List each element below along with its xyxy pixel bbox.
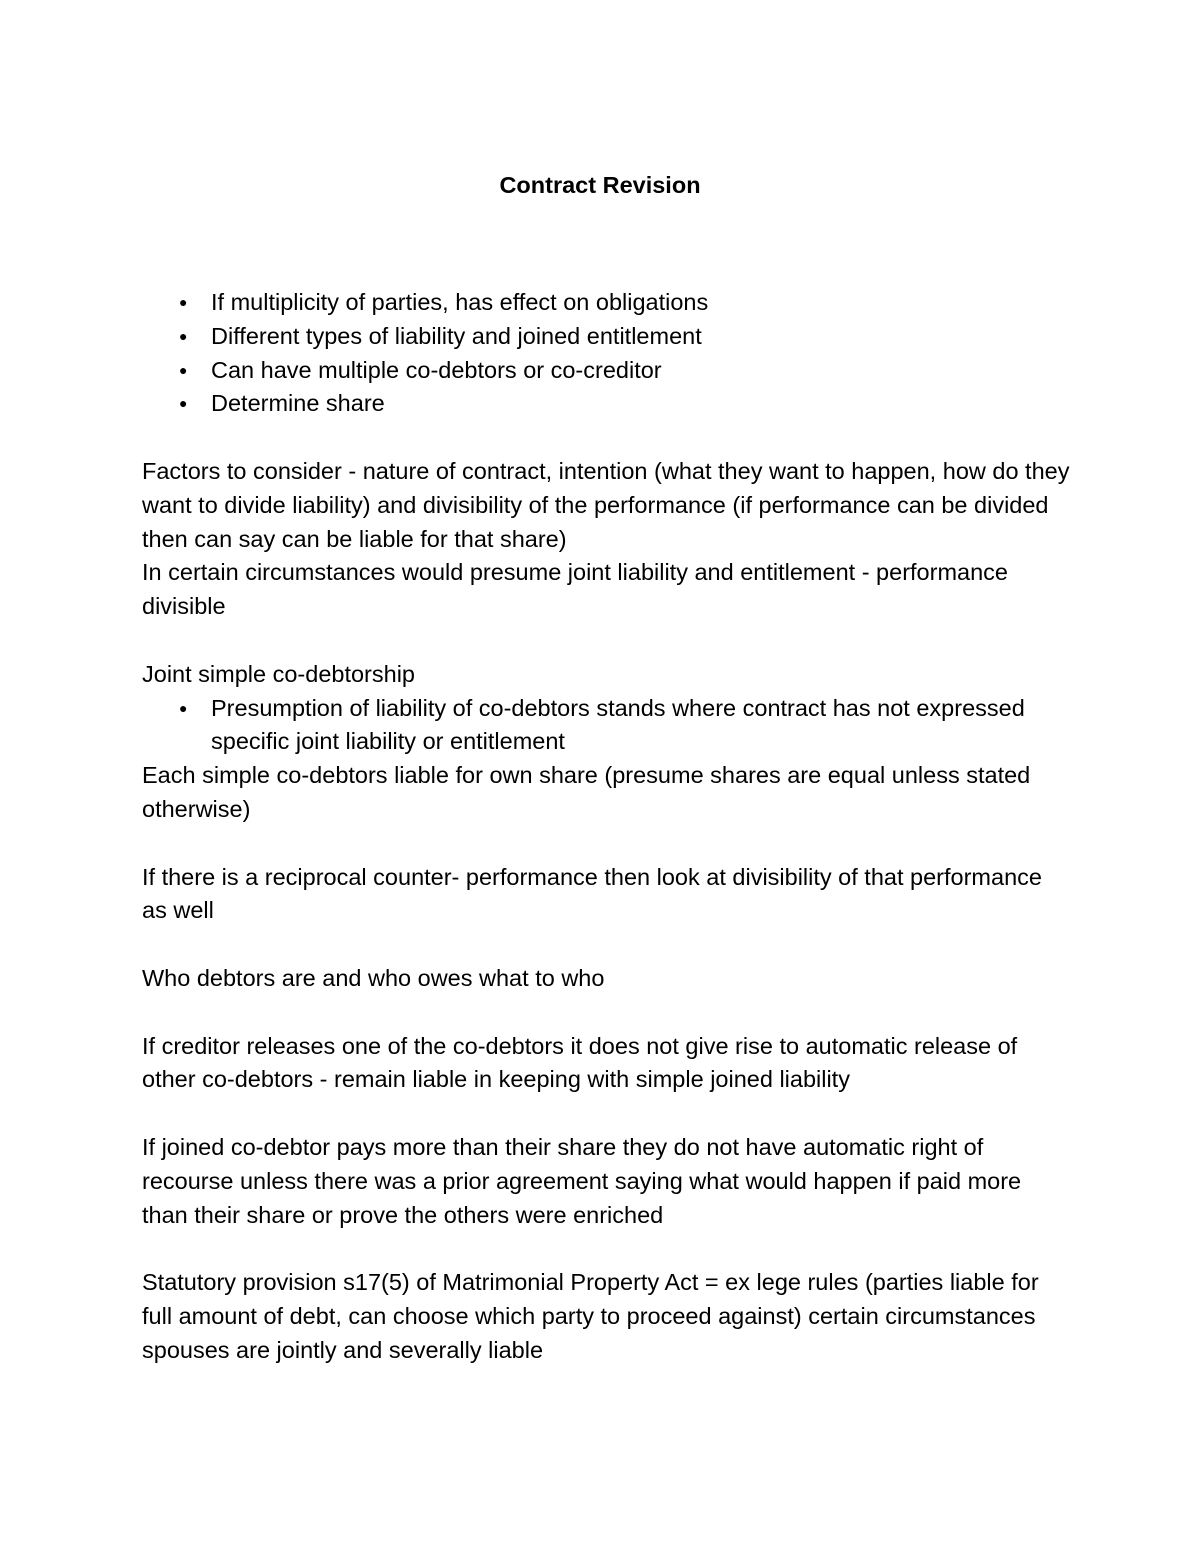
intro-bullet-list bbox=[142, 286, 1072, 421]
list-item: ● Different types of liability and joined entitlement bbox=[211, 320, 1072, 354]
paragraph-recourse: If joined co-debtor pays more than their share they do not have automatic right of recourse unless there was a prior agreement saying what would happen if paid more than their share or prove the others were enriched bbox=[142, 1133, 1022, 1228]
paragraph-who-debtors: Who debtors are and who owes what to who bbox=[142, 964, 605, 991]
document-page bbox=[142, 170, 1072, 1368]
list-item: ● Presumption of liability of co-debtors stands where contract has not expressed specific joint liability or entitlement bbox=[211, 692, 1072, 760]
document-title: Contract Revision bbox=[499, 172, 701, 198]
list-item: ● If multiplicity of parties, has effect on obligations bbox=[211, 286, 1072, 320]
paragraph-each-share: Each simple co-debtors liable for own share (presume shares are equal unless stated otherwise) bbox=[142, 762, 1031, 822]
joint-bullet-list bbox=[142, 692, 1072, 760]
paragraph-release: If creditor releases one of the co-debtors it does not give rise to automatic release of other co-debtors - remain liable in keeping with simple joined liability bbox=[142, 1032, 1018, 1093]
paragraph-statutory: Statutory provision s17(5) of Matrimonial Property Act = ex lege rules (parties liable for full amount of debt, can choose which party to proceed against) certain circumstances spouses are jointly and severally liable bbox=[142, 1269, 1039, 1363]
list-item: ● Can have multiple co-debtors or co-creditor bbox=[211, 354, 1072, 388]
list-item: ● Determine share bbox=[211, 387, 1072, 421]
paragraph-reciprocal: If there is a reciprocal counter- performance then look at divisibility of that performance as well bbox=[142, 863, 1042, 924]
section-heading-joint: Joint simple co-debtorship bbox=[142, 660, 415, 687]
paragraph-presumption: In certain circumstances would presume joint liability and entitlement - performance divisible bbox=[142, 559, 1008, 620]
paragraph-factors: Factors to consider - nature of contract, intention (what they want to happen, how do they want to divide liability) and divisibility of the performance (if performance can be divided then can say can be liable for that share) bbox=[142, 457, 1070, 552]
